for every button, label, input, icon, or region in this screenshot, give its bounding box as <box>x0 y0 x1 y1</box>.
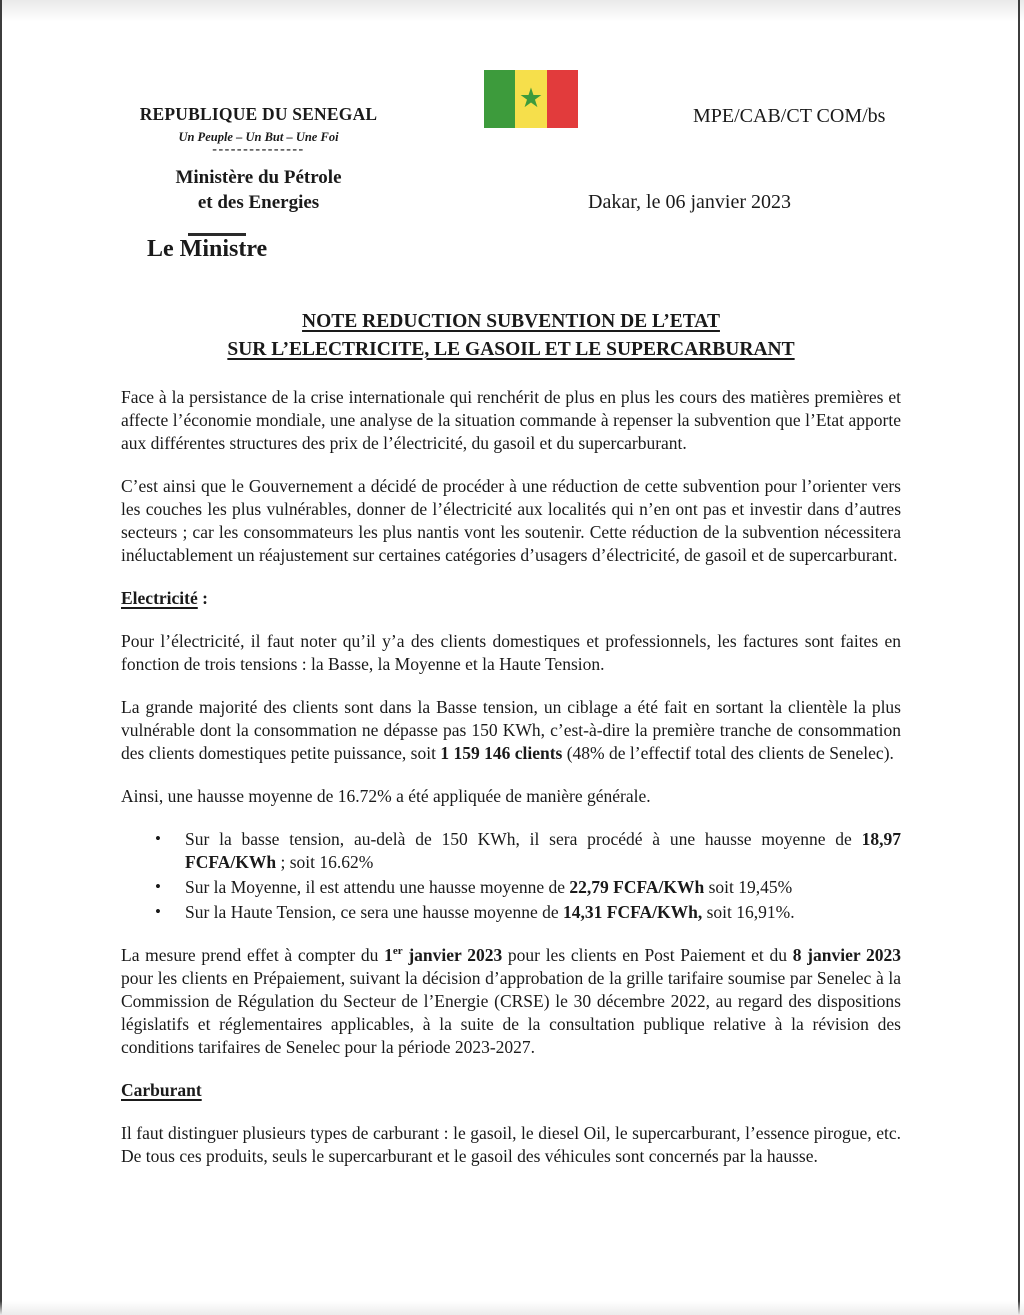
prepaid-date: 8 janvier 2023 <box>792 945 901 965</box>
list-item: • Sur la basse tension, au-delà de 150 KWh, il sera procédé à une hausse moyenne de 18,97 FCFA/KWh ; soit 16.62% <box>155 829 901 872</box>
average-increase-paragraph: Ainsi, une hausse moyenne de 16.72% a été appliquée de manière générale. <box>121 786 651 806</box>
ministry-name-line1: Ministère du Pétrole <box>175 167 342 188</box>
flag-stripe-green <box>484 70 515 128</box>
document-title <box>121 308 901 363</box>
star-icon: ★ <box>518 82 544 113</box>
intro-paragraph: Face à la persistance de la crise internationale qui renchérit de plus en plus les cours des matières premières et affecte l’économie mondiale, une analyse de la situation commande à repenser la subvention que l’Etat apporte aux différentes structures des prix de l’électricité, du gasoil et du supercarburant. <box>121 387 901 453</box>
bullet-icon: • <box>155 877 161 896</box>
top-shadow <box>0 0 1024 22</box>
bottom-shadow <box>0 1301 1024 1315</box>
effective-date-paragraph: La mesure prend effet à compter du 1er janvier 2023 pour les clients en Post Paiement et du 8 janvier 2023 pour les clients en Prépaiement, suivant la décision d’approbation de la grille tarifaire soumise par Senelec à la Commission de Régulation du Secteur de l’Energie (CRSE) le 30 décembre 2022, au regard des dispositions législatifs et réglementaires applicables, à la suite de la consultation publique relative à la révision des conditions tarifaires de Senelec pour la période 2023-2027. <box>121 945 901 1057</box>
page-left-edge <box>0 0 2 1315</box>
ministry-name-line2: et des Energies <box>197 192 320 213</box>
flag-stripe-red <box>547 70 578 128</box>
senegal-flag <box>484 70 578 128</box>
bullet-icon: • <box>155 902 161 921</box>
document-title-line2: SUR L’ELECTRICITE, LE GASOIL ET LE SUPERCARBURANT <box>227 338 795 360</box>
list-item: • Sur la Moyenne, il est attendu une hausse moyenne de 22,79 FCFA/KWh soit 19,45% <box>155 877 793 897</box>
electricity-heading: Electricité : <box>121 588 208 608</box>
document-title-line1: NOTE REDUCTION SUBVENTION DE L’ETAT <box>302 311 720 332</box>
minister-title: Le Ministre <box>147 236 268 262</box>
government-decision-paragraph: C’est ainsi que le Gouvernement a décidé de procéder à une réduction de cette subvention pour l’orienter vers les couches les plus vulnérables, donner de l’électricité aux localités qui n’en ont pas et investir dans d’autres secteurs ; car les consommateurs les plus nantis vont les soutenir. Cette réduction de la subvention nécessitera inéluctablement un réajustement sur certaines catégories d’usagers d’électricité, de gasoil et de supercarburant. <box>121 476 901 565</box>
clients-count: 1 159 146 clients <box>440 743 563 763</box>
national-motto: Un Peuple – Un But – Une Foi <box>178 130 339 144</box>
document-reference: MPE/CAB/CT COM/bs <box>693 105 886 127</box>
fuel-types-paragraph: Il faut distinguer plusieurs types de carburant : le gasoil, le diesel Oil, le supercarburant, l’essence pirogue, etc. De tous ces produits, seuls le supercarburant et le gasoil des véhicules sont concernés par la hausse. <box>121 1123 901 1166</box>
high-voltage-rate: 14,31 FCFA/KWh, <box>563 902 703 922</box>
electricity-intro-paragraph: Pour l’électricité, il faut noter qu’il y’a des clients domestiques et professionnels, les factures sont faites en fonction de trois tensions : la Basse, la Moyenne et la Haute Tension. <box>121 631 901 674</box>
tariff-increase-list <box>121 828 901 924</box>
republic-title: REPUBLIQUE DU SENEGAL <box>139 104 378 124</box>
medium-voltage-rate: 22,79 FCFA/KWh <box>569 877 705 897</box>
document-body <box>121 386 901 1168</box>
fuel-heading: Carburant <box>121 1080 202 1100</box>
bullet-icon: • <box>155 829 161 848</box>
page-right-edge <box>1018 0 1020 1315</box>
date-line: Dakar, le 06 janvier 2023 <box>588 191 792 213</box>
ministry-name <box>122 165 395 215</box>
low-voltage-rate: 18,97 FCFA/KWh <box>185 829 901 872</box>
low-voltage-paragraph: La grande majorité des clients sont dans la Basse tension, un ciblage a été fait en sortant la clientèle la plus vulnérable dont la consommation ne dépasse pas 150 KWh, c’est-à-dire la première tranche de consommation des clients domestiques petite puissance, soit 1 159 146 clients (48% de l’effectif total des clients de Senelec). <box>121 697 901 763</box>
flag-stripe-yellow <box>515 70 546 128</box>
dashed-separator: --------------- <box>212 142 305 157</box>
postpaid-date: 1er janvier 2023 <box>384 945 503 965</box>
list-item: • Sur la Haute Tension, ce sera une hausse moyenne de 14,31 FCFA/KWh, soit 16,91%. <box>155 902 795 922</box>
